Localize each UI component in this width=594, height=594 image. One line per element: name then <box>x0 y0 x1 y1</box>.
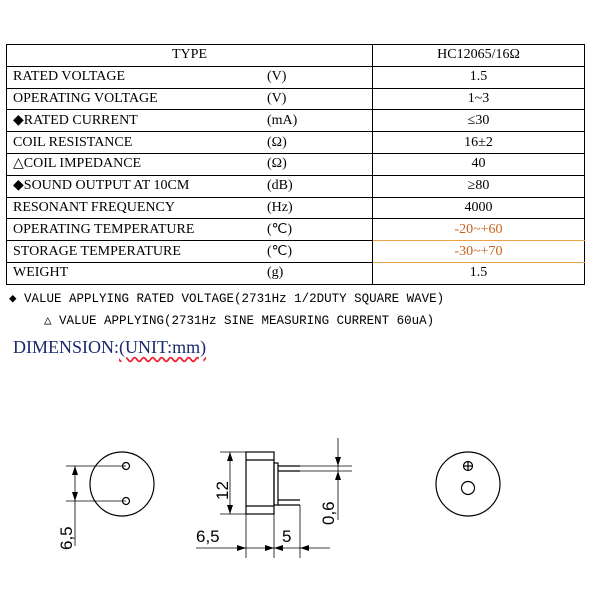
model-header: HC12065/16Ω <box>373 45 585 67</box>
spec-row <box>7 110 585 132</box>
spec-marker: △ <box>13 156 24 172</box>
spec-value: -20~+60 <box>373 219 585 241</box>
spec-marker: ◆ <box>13 112 24 128</box>
spec-param-cell <box>7 88 373 110</box>
spec-row <box>7 66 585 88</box>
spec-row <box>7 262 585 284</box>
spec-unit: (dB) <box>267 178 293 194</box>
diameter-label: 6,5 <box>57 526 76 550</box>
height-label: 12 <box>213 481 232 500</box>
spec-value: 1.5 <box>373 66 585 88</box>
spec-param-name: WEIGHT <box>13 265 69 281</box>
spec-param-name: STORAGE TEMPERATURE <box>13 243 181 259</box>
spec-table <box>6 44 585 285</box>
spec-param-name: RATED VOLTAGE <box>13 69 126 85</box>
spec-row <box>7 241 585 263</box>
spec-unit: (V) <box>267 90 287 106</box>
spec-param-cell <box>7 262 373 284</box>
spec-unit: (℃) <box>267 243 293 259</box>
spec-param-name: OPERATING TEMPERATURE <box>13 221 195 237</box>
dimension-drawing <box>0 380 594 594</box>
note-sine-measuring: △ VALUE APPLYING(2731Hz SINE MEASURING CURRENT 60uA) <box>44 314 435 328</box>
spec-param-name: RESONANT FREQUENCY <box>13 199 175 215</box>
spec-param-name: OPERATING VOLTAGE <box>13 90 158 106</box>
note-rated-voltage: ◆ VALUE APPLYING RATED VOLTAGE(2731Hz 1/2DUTY SQUARE WAVE) <box>9 292 445 306</box>
spec-param-cell <box>7 197 373 219</box>
spec-unit: (mA) <box>267 112 298 128</box>
spec-row <box>7 132 585 154</box>
spec-row <box>7 153 585 175</box>
spec-unit: (Ω) <box>267 156 287 172</box>
spec-value: 1~3 <box>373 88 585 110</box>
pin-dia-label: 0,6 <box>319 501 338 525</box>
spec-param-cell <box>7 110 373 132</box>
spec-unit: (Hz) <box>267 199 293 215</box>
dimension-title-prefix: DIMENSION: <box>13 337 119 357</box>
spec-row <box>7 219 585 241</box>
spec-row <box>7 175 585 197</box>
spec-value: 40 <box>373 153 585 175</box>
spec-param-name: SOUND OUTPUT AT 10CM <box>23 178 190 194</box>
spec-value: ≤30 <box>373 110 585 132</box>
spec-row <box>7 197 585 219</box>
spec-value: 1.5 <box>373 262 585 284</box>
spec-row <box>7 88 585 110</box>
spec-unit: (V) <box>267 69 287 85</box>
spec-value: 4000 <box>373 197 585 219</box>
bottom-view <box>66 452 154 546</box>
spec-value: -30~+70 <box>373 241 585 263</box>
spec-value: ≥80 <box>373 175 585 197</box>
spec-param-cell <box>7 66 373 88</box>
spec-param-name: RATED CURRENT <box>23 112 138 128</box>
spec-unit: (g) <box>267 265 284 281</box>
spec-param-cell <box>7 175 373 197</box>
top-view <box>436 452 500 516</box>
spec-marker: ◆ <box>13 178 24 194</box>
base-width-label: 6,5 <box>196 527 220 546</box>
spec-param-cell <box>7 241 373 263</box>
spec-param-name: COIL IMPEDANCE <box>23 156 142 172</box>
dimension-title <box>13 337 206 358</box>
spec-param-cell <box>7 153 373 175</box>
spec-param-cell <box>7 219 373 241</box>
spec-unit: (Ω) <box>267 134 287 150</box>
pin-spacing-label: 5 <box>282 527 292 546</box>
type-header: TYPE <box>7 45 373 67</box>
spec-header-row <box>7 45 585 67</box>
dimension-title-unit: (UNIT:mm) <box>119 337 207 357</box>
spec-unit: (℃) <box>267 221 293 237</box>
spec-param-name: COIL RESISTANCE <box>13 134 133 150</box>
spec-value: 16±2 <box>373 132 585 154</box>
spec-param-cell <box>7 132 373 154</box>
